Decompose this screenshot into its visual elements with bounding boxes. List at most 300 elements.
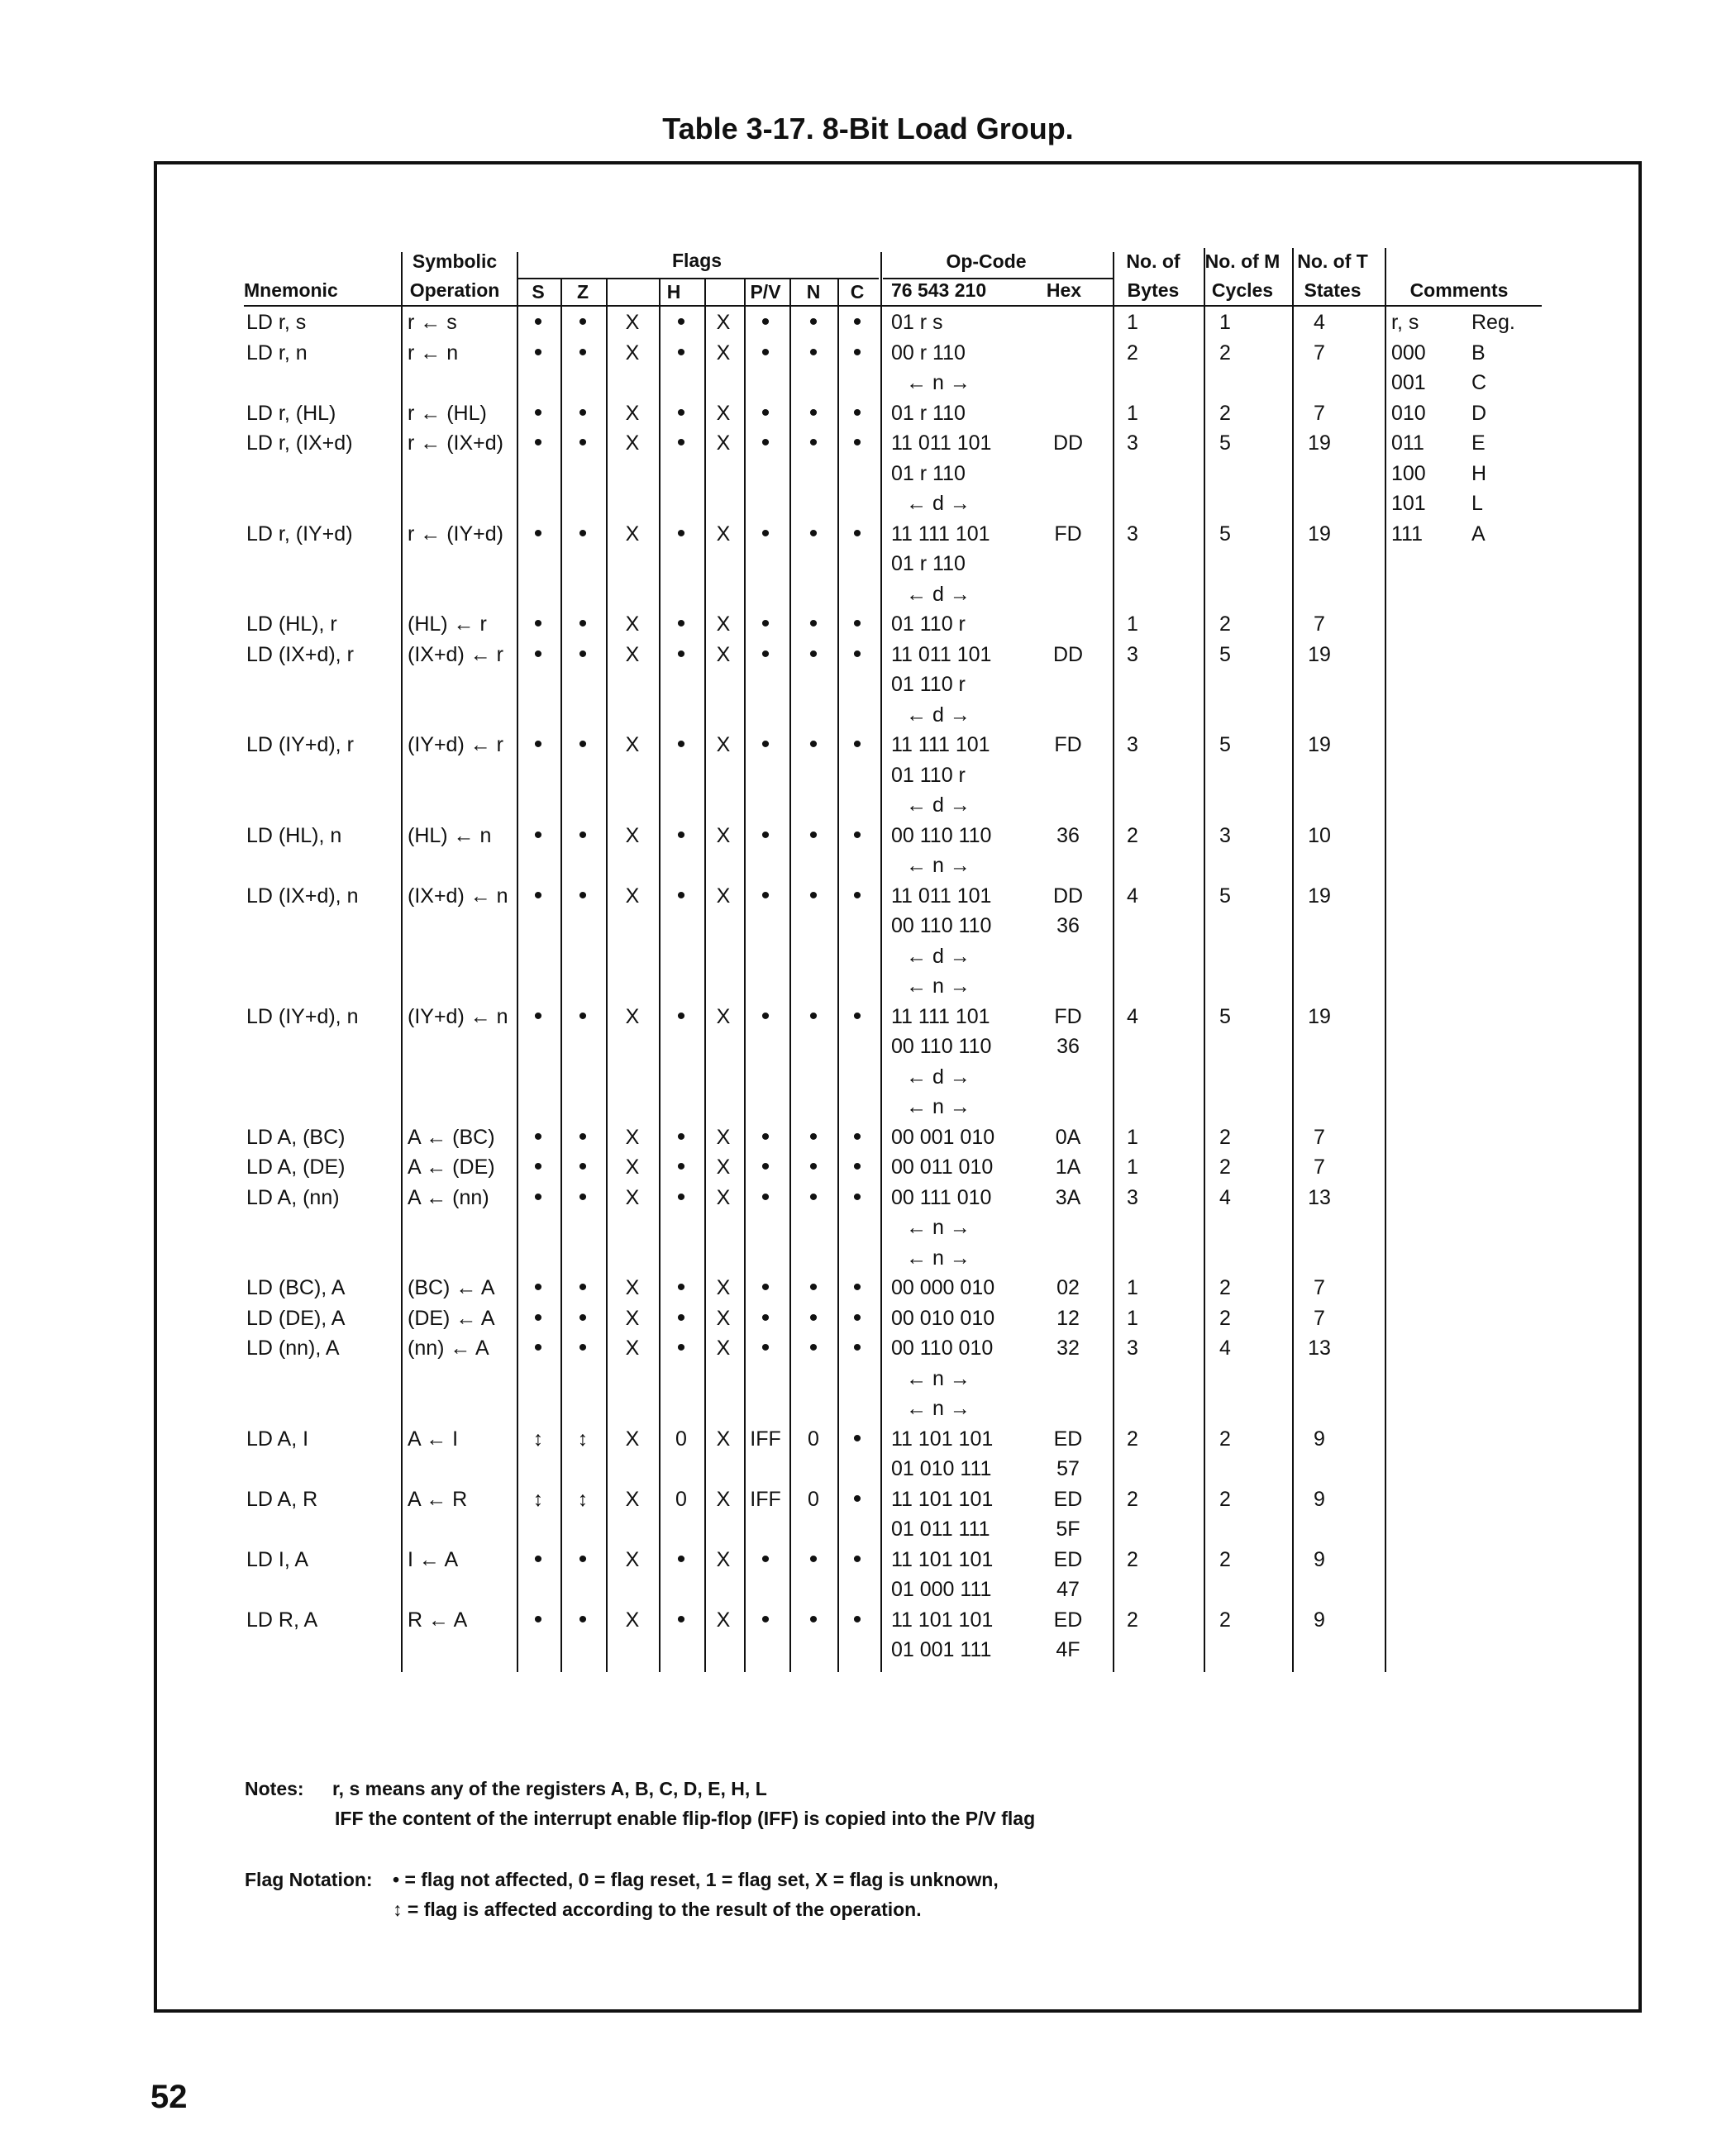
flag-c-cell: • bbox=[852, 1606, 862, 1633]
flag-n-cell: • bbox=[808, 1123, 818, 1151]
flag-c-cell: • bbox=[852, 731, 862, 758]
flag-z-cell: • bbox=[578, 1606, 588, 1633]
flag-s-cell: • bbox=[533, 339, 543, 366]
flag-n-cell: 0 bbox=[808, 1427, 819, 1451]
flag-z-cell: • bbox=[578, 399, 588, 426]
flag-c-cell: • bbox=[852, 1546, 862, 1573]
m-cycles-cell: 2 bbox=[1219, 612, 1231, 636]
rule-t-states bbox=[1292, 248, 1294, 1672]
flag-bit5-cell: X bbox=[625, 431, 640, 455]
comment-reg-cell: C bbox=[1471, 371, 1487, 394]
flag-bit3-cell: X bbox=[716, 824, 731, 847]
flag-n-cell: • bbox=[808, 1304, 818, 1332]
opcode-bits-cell: 11 101 101 bbox=[891, 1427, 994, 1451]
opcode-bits-cell: 00 011 010 bbox=[891, 1156, 994, 1179]
flag-c-cell: • bbox=[852, 882, 862, 909]
flag-c-cell: • bbox=[852, 1334, 862, 1361]
flag-s-cell: • bbox=[533, 1153, 543, 1180]
flag-n-cell: • bbox=[808, 1153, 818, 1180]
flag-n-cell: • bbox=[808, 882, 818, 909]
opcode-bits-cell: 11 101 101 bbox=[891, 1548, 994, 1571]
operation-cell: (IY+d) ← r bbox=[408, 733, 503, 756]
flag-bit5-cell: X bbox=[625, 824, 640, 847]
flag-pv-cell: • bbox=[761, 1606, 770, 1633]
opcode-bits-cell: 11 101 101 bbox=[891, 1488, 994, 1511]
operation-cell: A ← (BC) bbox=[408, 1126, 495, 1149]
opcode-bits-cell: 01 r s bbox=[891, 311, 943, 334]
opcode-bits-cell: 01 011 111 bbox=[891, 1518, 990, 1541]
flag-h-cell: • bbox=[676, 520, 686, 547]
header-flag-z: Z bbox=[576, 281, 589, 303]
t-states-cell: 7 bbox=[1314, 1156, 1325, 1179]
opcode-bits-cell: ← n → bbox=[906, 1397, 971, 1420]
flag-h-cell: • bbox=[676, 1153, 686, 1180]
flag-c-cell: • bbox=[852, 641, 862, 668]
flag-c-cell: • bbox=[852, 429, 862, 456]
header-comments: Comments bbox=[1409, 279, 1509, 301]
opcode-bits-cell: 01 001 111 bbox=[891, 1638, 992, 1661]
t-states-cell: 7 bbox=[1314, 402, 1325, 425]
comment-reg-cell: H bbox=[1471, 462, 1487, 485]
flag-h-cell: 0 bbox=[675, 1488, 687, 1511]
notes-line-2: IFF the content of the interrupt enable flip-flop (IFF) is copied into the P/V flag bbox=[335, 1808, 1036, 1829]
t-states-cell: 7 bbox=[1314, 341, 1325, 365]
flag-h-cell: • bbox=[676, 641, 686, 668]
comment-reg-cell: E bbox=[1471, 431, 1486, 455]
flag-h-cell: • bbox=[676, 399, 686, 426]
flag-n-cell: • bbox=[808, 822, 818, 849]
mnemonic-cell: LD (BC), A bbox=[246, 1276, 346, 1299]
t-states-cell: 9 bbox=[1314, 1548, 1325, 1571]
mnemonic-cell: LD (IY+d), r bbox=[246, 733, 354, 756]
opcode-bits-cell: 00 110 110 bbox=[891, 914, 992, 937]
flag-bit5-cell: X bbox=[625, 1427, 640, 1451]
operation-cell: R ← A bbox=[408, 1608, 468, 1632]
operation-cell: (DE) ← A bbox=[408, 1307, 495, 1330]
mnemonic-cell: LD r, (IY+d) bbox=[246, 522, 353, 546]
flag-c-cell: • bbox=[852, 822, 862, 849]
bytes-cell: 1 bbox=[1127, 311, 1138, 334]
rule-flag-pv bbox=[789, 279, 791, 1672]
opcode-bits-cell: ← n → bbox=[906, 1216, 971, 1239]
flag-n-cell: • bbox=[808, 399, 818, 426]
rule-symbolic bbox=[401, 252, 403, 1672]
flag-h-cell: • bbox=[676, 1546, 686, 1573]
flag-s-cell: • bbox=[533, 641, 543, 668]
flag-z-cell: • bbox=[578, 1334, 588, 1361]
mnemonic-cell: LD r, (IX+d) bbox=[246, 431, 353, 455]
bytes-cell: 2 bbox=[1127, 824, 1138, 847]
operation-cell: r ← (IY+d) bbox=[408, 522, 503, 546]
bytes-cell: 2 bbox=[1127, 341, 1138, 365]
hex-cell: ED bbox=[1053, 1427, 1083, 1451]
hex-cell: ED bbox=[1053, 1608, 1083, 1632]
flag-s-cell: • bbox=[533, 882, 543, 909]
flag-s-cell: • bbox=[533, 1184, 543, 1211]
header-t-bottom: States bbox=[1304, 279, 1362, 301]
hex-cell: 1A bbox=[1055, 1156, 1081, 1179]
flag-n-cell: • bbox=[808, 429, 818, 456]
flag-c-cell: • bbox=[852, 520, 862, 547]
opcode-underline bbox=[883, 278, 1113, 279]
flag-bit3-cell: X bbox=[716, 522, 731, 546]
opcode-bits-cell: 01 r 110 bbox=[891, 462, 966, 485]
flag-bit5-cell: X bbox=[625, 1276, 640, 1299]
flag-h-cell: 0 bbox=[675, 1427, 687, 1451]
hex-cell: ED bbox=[1053, 1548, 1083, 1571]
hex-cell: FD bbox=[1054, 1005, 1082, 1028]
mnemonic-cell: LD (nn), A bbox=[246, 1337, 340, 1360]
t-states-cell: 13 bbox=[1308, 1337, 1331, 1360]
flag-pv-cell: • bbox=[761, 308, 770, 336]
flag-z-cell: • bbox=[578, 641, 588, 668]
comment-code-cell: 111 bbox=[1391, 522, 1424, 546]
flag-h-cell: • bbox=[676, 610, 686, 637]
flag-bit3-cell: X bbox=[716, 431, 731, 455]
opcode-bits-cell: 01 110 r bbox=[891, 673, 966, 696]
bytes-cell: 2 bbox=[1127, 1548, 1138, 1571]
flag-h-cell: • bbox=[676, 1123, 686, 1151]
operation-cell: A ← R bbox=[408, 1488, 468, 1511]
flag-pv-cell: • bbox=[761, 1274, 770, 1301]
t-states-cell: 7 bbox=[1314, 1276, 1325, 1299]
flag-h-cell: • bbox=[676, 308, 686, 336]
operation-cell: r ← (HL) bbox=[408, 402, 487, 425]
flag-pv-cell: • bbox=[761, 1546, 770, 1573]
hex-cell: ED bbox=[1053, 1488, 1083, 1511]
t-states-cell: 7 bbox=[1314, 1307, 1325, 1330]
bytes-cell: 1 bbox=[1127, 1276, 1138, 1299]
header-symbolic-top: Symbolic bbox=[412, 250, 498, 272]
operation-cell: A ← I bbox=[408, 1427, 459, 1451]
bytes-cell: 2 bbox=[1127, 1488, 1138, 1511]
operation-cell: A ← (DE) bbox=[408, 1156, 495, 1179]
rule-comments bbox=[1385, 248, 1386, 1672]
m-cycles-cell: 2 bbox=[1219, 1156, 1231, 1179]
bytes-cell: 3 bbox=[1127, 733, 1138, 756]
m-cycles-cell: 5 bbox=[1219, 431, 1231, 455]
m-cycles-cell: 2 bbox=[1219, 1276, 1231, 1299]
m-cycles-cell: 2 bbox=[1219, 1608, 1231, 1632]
flag-bit3-cell: X bbox=[716, 311, 731, 334]
opcode-bits-cell: ← d → bbox=[906, 583, 971, 606]
flag-c-cell: • bbox=[852, 1123, 862, 1151]
header-bytes-top: No. of bbox=[1126, 250, 1180, 272]
flag-n-cell: • bbox=[808, 1334, 818, 1361]
operation-cell: A ← (nn) bbox=[408, 1186, 489, 1209]
flag-notation-line-2: ↕ = flag is affected according to the result of the operation. bbox=[393, 1899, 922, 1920]
hex-cell: 36 bbox=[1056, 914, 1080, 937]
flag-z-cell: • bbox=[578, 308, 588, 336]
mnemonic-cell: LD (HL), n bbox=[246, 824, 342, 847]
flag-s-cell: • bbox=[533, 1606, 543, 1633]
hex-cell: 5F bbox=[1056, 1518, 1080, 1541]
flag-z-cell: • bbox=[578, 520, 588, 547]
opcode-bits-cell: 00 111 010 bbox=[891, 1186, 992, 1209]
flag-bit3-cell: X bbox=[716, 884, 731, 908]
opcode-bits-cell: 00 110 110 bbox=[891, 824, 992, 847]
header-hex: Hex bbox=[1046, 279, 1082, 301]
flag-s-cell: • bbox=[533, 822, 543, 849]
flag-h-cell: • bbox=[676, 822, 686, 849]
comment-reg-cell: A bbox=[1471, 522, 1486, 546]
flag-s-cell: • bbox=[533, 520, 543, 547]
header-m-top: No. of M bbox=[1204, 250, 1281, 272]
opcode-bits-cell: 11 111 101 bbox=[891, 1005, 990, 1028]
flag-bit5-cell: X bbox=[625, 1005, 640, 1028]
rule-m-cycles bbox=[1204, 248, 1205, 1672]
flag-pv-cell: • bbox=[761, 822, 770, 849]
header-bytes-bottom: Bytes bbox=[1127, 279, 1180, 301]
hex-cell: FD bbox=[1054, 522, 1082, 546]
flag-bit5-cell: X bbox=[625, 1156, 640, 1179]
operation-cell: r ← s bbox=[408, 311, 457, 334]
flag-z-cell: • bbox=[578, 429, 588, 456]
m-cycles-cell: 4 bbox=[1219, 1186, 1231, 1209]
operation-cell: (nn) ← A bbox=[408, 1337, 489, 1360]
flag-bit3-cell: X bbox=[716, 1337, 731, 1360]
flag-n-cell: • bbox=[808, 731, 818, 758]
flag-bit3-cell: X bbox=[716, 1427, 731, 1451]
flag-z-cell: • bbox=[578, 822, 588, 849]
rule-flag-bit5 bbox=[659, 279, 661, 1672]
flag-pv-cell: • bbox=[761, 731, 770, 758]
flag-s-cell: • bbox=[533, 1003, 543, 1030]
bytes-cell: 2 bbox=[1127, 1427, 1138, 1451]
hex-cell: 36 bbox=[1056, 824, 1080, 847]
bytes-cell: 3 bbox=[1127, 431, 1138, 455]
comment-reg-cell: L bbox=[1471, 492, 1483, 515]
header-t-top: No. of T bbox=[1297, 250, 1368, 272]
flag-z-cell: • bbox=[578, 339, 588, 366]
bytes-cell: 1 bbox=[1127, 1126, 1138, 1149]
mnemonic-cell: LD (HL), r bbox=[246, 612, 337, 636]
header-flag-n: N bbox=[806, 281, 821, 303]
operation-cell: (HL) ← n bbox=[408, 824, 492, 847]
flag-c-cell: • bbox=[852, 610, 862, 637]
flag-bit3-cell: X bbox=[716, 402, 731, 425]
operation-cell: (BC) ← A bbox=[408, 1276, 495, 1299]
mnemonic-cell: LD A, R bbox=[246, 1488, 318, 1511]
m-cycles-cell: 5 bbox=[1219, 733, 1231, 756]
bytes-cell: 1 bbox=[1127, 612, 1138, 636]
flag-bit3-cell: X bbox=[716, 1005, 731, 1028]
opcode-bits-cell: 01 110 r bbox=[891, 764, 966, 787]
flag-bit3-cell: X bbox=[716, 1548, 731, 1571]
mnemonic-cell: LD A, (DE) bbox=[246, 1156, 346, 1179]
bytes-cell: 1 bbox=[1127, 402, 1138, 425]
comment-code-cell: r, s bbox=[1391, 311, 1419, 334]
flag-pv-cell: • bbox=[761, 882, 770, 909]
flag-pv-cell: IFF bbox=[750, 1427, 781, 1451]
opcode-bits-cell: ← n → bbox=[906, 1095, 971, 1118]
mnemonic-cell: LD R, A bbox=[246, 1608, 318, 1632]
flag-bit5-cell: X bbox=[625, 1337, 640, 1360]
flag-c-cell: • bbox=[852, 1184, 862, 1211]
flag-pv-cell: • bbox=[761, 339, 770, 366]
header-opcode: Op-Code bbox=[946, 250, 1027, 272]
flag-z-cell: • bbox=[578, 731, 588, 758]
hex-cell: 57 bbox=[1056, 1457, 1080, 1480]
m-cycles-cell: 1 bbox=[1219, 311, 1231, 334]
m-cycles-cell: 2 bbox=[1219, 1488, 1231, 1511]
flag-bit5-cell: X bbox=[625, 1548, 640, 1571]
t-states-cell: 19 bbox=[1308, 522, 1331, 546]
flag-s-cell: ↕ bbox=[532, 1488, 544, 1511]
flag-bit5-cell: X bbox=[625, 311, 640, 334]
opcode-bits-cell: ← n → bbox=[906, 854, 971, 877]
mnemonic-cell: LD r, (HL) bbox=[246, 402, 336, 425]
flag-z-cell: • bbox=[578, 1304, 588, 1332]
flag-c-cell: • bbox=[852, 339, 862, 366]
t-states-cell: 10 bbox=[1308, 824, 1331, 847]
opcode-bits-cell: 01 000 111 bbox=[891, 1578, 992, 1601]
opcode-bits-cell: 11 011 101 bbox=[891, 431, 992, 455]
mnemonic-cell: LD (IX+d), n bbox=[246, 884, 359, 908]
m-cycles-cell: 2 bbox=[1219, 1548, 1231, 1571]
opcode-bits-cell: ← d → bbox=[906, 703, 971, 727]
flag-h-cell: • bbox=[676, 1003, 686, 1030]
comment-code-cell: 011 bbox=[1391, 431, 1424, 455]
flag-bit5-cell: X bbox=[625, 1307, 640, 1330]
mnemonic-cell: LD A, (nn) bbox=[246, 1186, 340, 1209]
opcode-bits-cell: 11 111 101 bbox=[891, 522, 990, 546]
mnemonic-cell: LD r, s bbox=[246, 311, 307, 334]
flag-c-cell: • bbox=[852, 308, 862, 336]
opcode-bits-cell: 00 010 010 bbox=[891, 1307, 995, 1330]
bytes-cell: 3 bbox=[1127, 1186, 1138, 1209]
flag-n-cell: • bbox=[808, 1606, 818, 1633]
flag-pv-cell: • bbox=[761, 1153, 770, 1180]
flag-pv-cell: IFF bbox=[750, 1488, 781, 1511]
flag-pv-cell: • bbox=[761, 1304, 770, 1332]
flag-h-cell: • bbox=[676, 429, 686, 456]
flag-z-cell: ↕ bbox=[577, 1488, 589, 1511]
hex-cell: DD bbox=[1052, 643, 1084, 666]
opcode-bits-cell: ← n → bbox=[906, 974, 971, 998]
flag-s-cell: • bbox=[533, 1546, 543, 1573]
flag-bit3-cell: X bbox=[716, 1488, 731, 1511]
flag-s-cell: • bbox=[533, 399, 543, 426]
flag-bit5-cell: X bbox=[625, 1186, 640, 1209]
flags-underline bbox=[517, 278, 879, 279]
flag-bit3-cell: X bbox=[716, 733, 731, 756]
flag-pv-cell: • bbox=[761, 429, 770, 456]
rule-bytes bbox=[1113, 252, 1114, 1672]
m-cycles-cell: 5 bbox=[1219, 643, 1231, 666]
flag-z-cell: • bbox=[578, 1184, 588, 1211]
hex-cell: FD bbox=[1054, 733, 1082, 756]
m-cycles-cell: 2 bbox=[1219, 341, 1231, 365]
opcode-bits-cell: ← d → bbox=[906, 945, 971, 968]
flag-bit5-cell: X bbox=[625, 341, 640, 365]
header-flag-s: S bbox=[532, 281, 545, 303]
flag-s-cell: • bbox=[533, 731, 543, 758]
mnemonic-cell: LD A, (BC) bbox=[246, 1126, 346, 1149]
opcode-bits-cell: 11 011 101 bbox=[891, 643, 992, 666]
flag-bit5-cell: X bbox=[625, 643, 640, 666]
flag-pv-cell: • bbox=[761, 1003, 770, 1030]
opcode-bits-cell: 00 110 010 bbox=[891, 1337, 994, 1360]
header-underline bbox=[244, 305, 1542, 307]
bytes-cell: 3 bbox=[1127, 643, 1138, 666]
opcode-bits-cell: 11 111 101 bbox=[891, 733, 990, 756]
flag-pv-cell: • bbox=[761, 1184, 770, 1211]
hex-cell: 3A bbox=[1055, 1186, 1081, 1209]
flag-pv-cell: • bbox=[761, 520, 770, 547]
opcode-bits-cell: ← d → bbox=[906, 793, 971, 817]
flag-bit3-cell: X bbox=[716, 1276, 731, 1299]
rule-flag-z bbox=[606, 279, 608, 1672]
header-flag-c: C bbox=[850, 281, 865, 303]
operation-cell: (HL) ← r bbox=[408, 612, 487, 636]
comment-code-cell: 100 bbox=[1391, 462, 1426, 485]
opcode-bits-cell: 01 110 r bbox=[891, 612, 966, 636]
hex-cell: DD bbox=[1052, 884, 1084, 908]
flag-h-cell: • bbox=[676, 731, 686, 758]
flag-s-cell: • bbox=[533, 1274, 543, 1301]
flag-n-cell: • bbox=[808, 1003, 818, 1030]
flag-z-cell: • bbox=[578, 1153, 588, 1180]
header-flags: Flags bbox=[671, 250, 723, 271]
header-symbolic-bottom: Operation bbox=[409, 279, 500, 301]
flag-notation-label: Flag Notation: bbox=[245, 1869, 373, 1890]
flag-h-cell: • bbox=[676, 339, 686, 366]
flag-z-cell: • bbox=[578, 1274, 588, 1301]
flag-c-cell: • bbox=[852, 1274, 862, 1301]
m-cycles-cell: 2 bbox=[1219, 1126, 1231, 1149]
flag-bit5-cell: X bbox=[625, 733, 640, 756]
flag-bit3-cell: X bbox=[716, 1186, 731, 1209]
flag-z-cell: ↕ bbox=[577, 1427, 589, 1451]
flag-n-cell: 0 bbox=[808, 1488, 819, 1511]
flag-pv-cell: • bbox=[761, 641, 770, 668]
flag-n-cell: • bbox=[808, 520, 818, 547]
opcode-bits-cell: 00 000 010 bbox=[891, 1276, 995, 1299]
hex-cell: 4F bbox=[1056, 1638, 1080, 1661]
flag-c-cell: • bbox=[852, 1003, 862, 1030]
mnemonic-cell: LD A, I bbox=[246, 1427, 309, 1451]
hex-cell: 02 bbox=[1056, 1276, 1080, 1299]
mnemonic-cell: LD (IY+d), n bbox=[246, 1005, 359, 1028]
comment-reg-cell: D bbox=[1471, 402, 1487, 425]
flag-bit3-cell: X bbox=[716, 1156, 731, 1179]
bytes-cell: 4 bbox=[1127, 1005, 1138, 1028]
flag-z-cell: • bbox=[578, 1123, 588, 1151]
header-m-bottom: Cycles bbox=[1211, 279, 1274, 301]
comment-reg-cell: B bbox=[1471, 341, 1486, 365]
opcode-bits-cell: 01 r 110 bbox=[891, 402, 966, 425]
comment-code-cell: 101 bbox=[1391, 492, 1426, 515]
t-states-cell: 19 bbox=[1308, 643, 1331, 666]
flag-h-cell: • bbox=[676, 882, 686, 909]
flag-n-cell: • bbox=[808, 1184, 818, 1211]
bytes-cell: 1 bbox=[1127, 1156, 1138, 1179]
opcode-bits-cell: ← n → bbox=[906, 371, 971, 394]
flag-bit3-cell: X bbox=[716, 612, 731, 636]
flag-bit5-cell: X bbox=[625, 402, 640, 425]
opcode-bits-cell: ← n → bbox=[906, 1246, 971, 1270]
operation-cell: r ← (IX+d) bbox=[408, 431, 503, 455]
hex-cell: 12 bbox=[1056, 1307, 1080, 1330]
rule-flag-s bbox=[560, 279, 562, 1672]
m-cycles-cell: 2 bbox=[1219, 1307, 1231, 1330]
flag-bit3-cell: X bbox=[716, 1126, 731, 1149]
header-flag-pv: P/V bbox=[750, 281, 781, 303]
hex-cell: 36 bbox=[1056, 1035, 1080, 1058]
t-states-cell: 4 bbox=[1314, 311, 1325, 334]
t-states-cell: 19 bbox=[1308, 884, 1331, 908]
